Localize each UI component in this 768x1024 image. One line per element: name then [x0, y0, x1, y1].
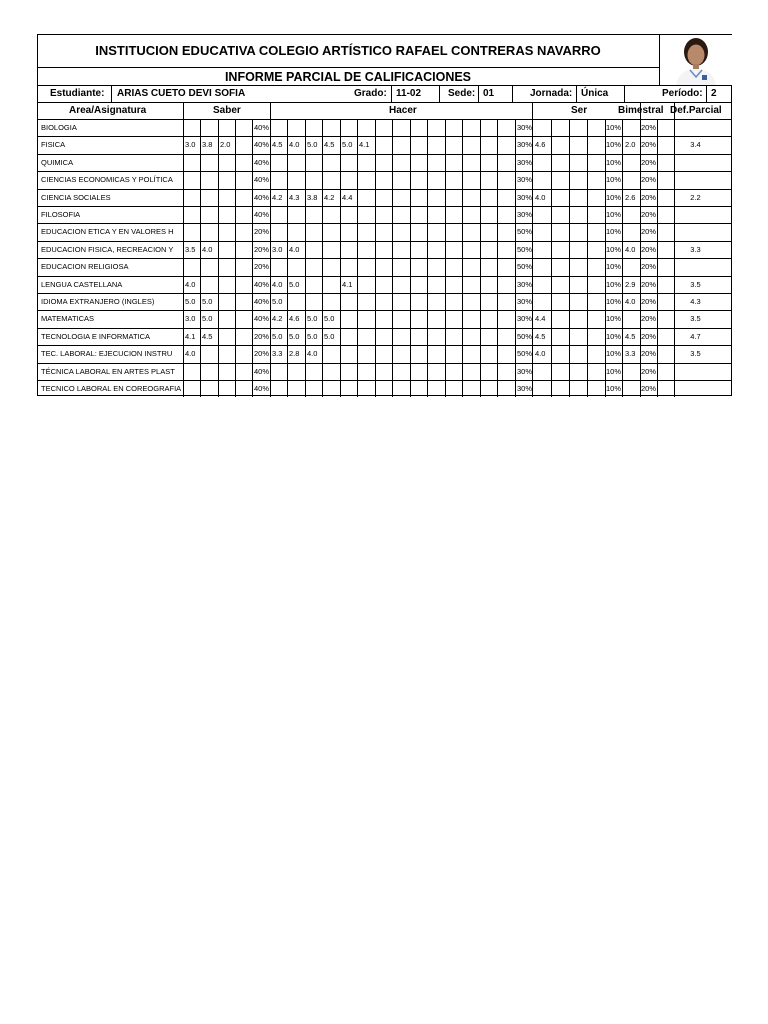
hacer-weight: 30%	[517, 366, 533, 376]
subject-name: FILOSOFIA	[41, 210, 81, 219]
saber-weight: 20%	[254, 331, 270, 341]
hacer-grade: 2.8	[289, 349, 300, 359]
hacer-grade: 3.0	[272, 244, 283, 254]
saber-grade: 3.5	[185, 244, 196, 254]
student-avatar-icon	[660, 35, 732, 86]
ser-weight: 10%	[606, 227, 622, 237]
bimestral-grade: 2.0	[625, 140, 636, 150]
grade-report	[37, 34, 732, 396]
shift-label: Jornada:	[530, 88, 573, 99]
period-value: 2	[711, 88, 717, 99]
saber-weight: 40%	[254, 157, 270, 167]
ser-weight: 10%	[606, 331, 622, 341]
def-parcial-grade: 4.7	[690, 331, 701, 341]
ser-weight: 10%	[606, 123, 622, 132]
ser-weight: 10%	[606, 140, 622, 150]
hacer-weight: 50%	[517, 331, 533, 341]
subject-name: FISICA	[41, 140, 66, 150]
hacer-grade: 4.4	[342, 192, 353, 202]
saber-weight: 40%	[254, 366, 270, 376]
ser-weight: 10%	[606, 175, 622, 185]
saber-grade: 4.0	[202, 244, 213, 254]
subject-name: EDUCACION ETICA Y EN VALORES H	[41, 227, 174, 237]
hacer-grade: 4.3	[289, 192, 300, 202]
ser-weight: 10%	[606, 192, 622, 202]
student-label: Estudiante:	[50, 88, 105, 99]
hacer-grade: 3.3	[272, 349, 283, 359]
bimestral-grade: 2.6	[625, 192, 636, 202]
hacer-weight: 50%	[517, 244, 533, 254]
ser-grade: 4.5	[535, 331, 546, 341]
hacer-grade: 4.1	[359, 140, 370, 150]
saber-grade: 3.0	[185, 140, 196, 150]
col-hacer: Hacer	[389, 105, 417, 116]
bimestral-grade: 2.9	[625, 279, 636, 289]
saber-weight: 20%	[254, 262, 270, 272]
hacer-weight: 30%	[517, 384, 533, 393]
bimestral-weight: 20%	[641, 262, 657, 272]
def-parcial-grade: 3.3	[690, 244, 701, 254]
def-parcial-grade: 3.5	[690, 314, 701, 324]
bimestral-weight: 20%	[641, 366, 657, 376]
saber-weight: 40%	[254, 140, 270, 150]
saber-weight: 40%	[254, 314, 270, 324]
bimestral-weight: 20%	[641, 192, 657, 202]
hacer-grade: 4.2	[272, 192, 283, 202]
bimestral-weight: 20%	[641, 157, 657, 167]
hacer-weight: 50%	[517, 262, 533, 272]
ser-weight: 10%	[606, 262, 622, 272]
hacer-weight: 30%	[517, 210, 533, 219]
ser-weight: 10%	[606, 366, 622, 376]
def-parcial-grade: 3.5	[690, 349, 701, 359]
hacer-grade: 5.0	[272, 331, 283, 341]
subject-name: BIOLOGIA	[41, 123, 77, 132]
def-parcial-grade: 3.4	[690, 140, 701, 150]
saber-grade: 4.0	[185, 349, 196, 359]
hacer-grade: 4.2	[324, 192, 335, 202]
bimestral-weight: 20%	[641, 227, 657, 237]
ser-weight: 10%	[606, 244, 622, 254]
bimestral-weight: 20%	[641, 279, 657, 289]
hacer-grade: 4.1	[342, 279, 353, 289]
saber-weight: 40%	[254, 192, 270, 202]
hacer-grade: 5.0	[342, 140, 353, 150]
def-parcial-grade: 2.2	[690, 192, 701, 202]
ser-weight: 10%	[606, 157, 622, 167]
hacer-grade: 5.0	[307, 331, 318, 341]
ser-grade: 4.4	[535, 314, 546, 324]
grade-value: 11-02	[396, 88, 422, 99]
saber-grade: 3.8	[202, 140, 213, 150]
subject-name: EDUCACION RELIGIOSA	[41, 262, 129, 272]
saber-weight: 40%	[254, 123, 270, 132]
bimestral-weight: 20%	[641, 210, 657, 219]
hacer-grade: 5.0	[272, 297, 283, 306]
saber-weight: 40%	[254, 279, 270, 289]
hacer-weight: 30%	[517, 297, 533, 306]
campus-label: Sede:	[448, 88, 476, 99]
subject-name: LENGUA CASTELLANA	[41, 279, 123, 289]
hacer-weight: 50%	[517, 227, 533, 237]
saber-weight: 20%	[254, 244, 270, 254]
hacer-weight: 30%	[517, 279, 533, 289]
ser-grade: 4.6	[535, 140, 546, 150]
hacer-weight: 30%	[517, 314, 533, 324]
hacer-grade: 5.0	[307, 140, 318, 150]
ser-weight: 10%	[606, 210, 622, 219]
bimestral-weight: 20%	[641, 349, 657, 359]
bimestral-grade: 4.0	[625, 244, 636, 254]
bimestral-weight: 20%	[641, 140, 657, 150]
institution-name: INSTITUCION EDUCATIVA COLEGIO ARTÍSTICO RAFAEL CONTRERAS NAVARRO	[95, 43, 601, 58]
hacer-grade: 5.0	[307, 314, 318, 324]
ser-weight: 10%	[606, 279, 622, 289]
ser-weight: 10%	[606, 349, 622, 359]
ser-weight: 10%	[606, 314, 622, 324]
ser-weight: 10%	[606, 384, 622, 393]
hacer-grade: 4.0	[289, 140, 300, 150]
bimestral-grade: 4.5	[625, 331, 636, 341]
col-bimestral: Bimestral	[618, 105, 664, 116]
hacer-grade: 4.2	[272, 314, 283, 324]
hacer-grade: 3.8	[307, 192, 318, 202]
saber-grade: 4.5	[202, 331, 213, 341]
col-area: Area/Asignatura	[69, 105, 147, 116]
ser-weight: 10%	[606, 297, 622, 306]
period-label: Período:	[662, 88, 703, 99]
subject-name: TEC. LABORAL: EJECUCION INSTRU	[41, 349, 173, 359]
saber-weight: 40%	[254, 384, 270, 393]
student-name: ARIAS CUETO DEVI SOFIA	[117, 88, 246, 99]
saber-grade: 5.0	[202, 314, 213, 324]
def-parcial-grade: 4.3	[690, 297, 701, 306]
ser-grade: 4.0	[535, 349, 546, 359]
subject-name: IDIOMA EXTRANJERO (INGLES)	[41, 297, 155, 306]
saber-weight: 40%	[254, 175, 270, 185]
hacer-weight: 30%	[517, 157, 533, 167]
bimestral-grade: 3.3	[625, 349, 636, 359]
hacer-weight: 30%	[517, 140, 533, 150]
saber-weight: 20%	[254, 227, 270, 237]
hacer-weight: 30%	[517, 123, 533, 132]
subject-name: CIENCIA SOCIALES	[41, 192, 111, 202]
subject-name: TECNICO LABORAL EN COREOGRAFIA	[41, 384, 182, 393]
bimestral-grade: 4.0	[625, 297, 636, 306]
hacer-grade: 4.0	[272, 279, 283, 289]
bimestral-weight: 20%	[641, 175, 657, 185]
saber-grade: 4.1	[185, 331, 196, 341]
hacer-grade: 4.6	[289, 314, 300, 324]
bimestral-weight: 20%	[641, 384, 657, 393]
report-title: INFORME PARCIAL DE CALIFICACIONES	[224, 70, 472, 84]
hacer-weight: 30%	[517, 175, 533, 185]
saber-grade: 4.0	[185, 279, 196, 289]
bimestral-weight: 20%	[641, 297, 657, 306]
saber-grade: 5.0	[185, 297, 196, 306]
hacer-grade: 5.0	[324, 314, 335, 324]
hacer-weight: 50%	[517, 349, 533, 359]
saber-weight: 40%	[254, 297, 270, 306]
saber-weight: 20%	[254, 349, 270, 359]
hacer-grade: 5.0	[324, 331, 335, 341]
hacer-weight: 30%	[517, 192, 533, 202]
shift-value: Única	[581, 88, 609, 99]
campus-value: 01	[483, 88, 495, 99]
bimestral-weight: 20%	[641, 123, 657, 132]
col-def-parcial: Def.Parcial	[670, 105, 722, 116]
subject-name: CIENCIAS ECONOMICAS Y POLÍTICA	[41, 175, 173, 185]
saber-grade: 5.0	[202, 297, 213, 306]
subject-name: EDUCACION FISICA, RECREACION Y	[41, 244, 174, 254]
bimestral-weight: 20%	[641, 244, 657, 254]
col-saber: Saber	[213, 105, 241, 116]
saber-grade: 3.0	[185, 314, 196, 324]
student-photo	[660, 35, 732, 86]
def-parcial-grade: 3.5	[690, 279, 701, 289]
hacer-grade: 4.5	[272, 140, 283, 150]
ser-grade: 4.0	[535, 192, 546, 202]
bimestral-weight: 20%	[641, 331, 657, 341]
hacer-grade: 5.0	[289, 279, 300, 289]
subject-name: TÉCNICA LABORAL EN ARTES PLAST	[41, 366, 175, 376]
subject-name: TECNOLOGIA E INFORMATICA	[41, 331, 151, 341]
hacer-grade: 4.0	[307, 349, 318, 359]
subject-name: QUIMICA	[41, 157, 74, 167]
hacer-grade: 4.0	[289, 244, 300, 254]
subject-name: MATEMATICAS	[41, 314, 95, 324]
col-ser: Ser	[571, 105, 588, 116]
saber-grade: 2.0	[220, 140, 231, 150]
saber-weight: 40%	[254, 210, 270, 219]
hacer-grade: 4.5	[324, 140, 335, 150]
grade-label: Grado:	[354, 88, 387, 99]
hacer-grade: 5.0	[289, 331, 300, 341]
bimestral-weight: 20%	[641, 314, 657, 324]
